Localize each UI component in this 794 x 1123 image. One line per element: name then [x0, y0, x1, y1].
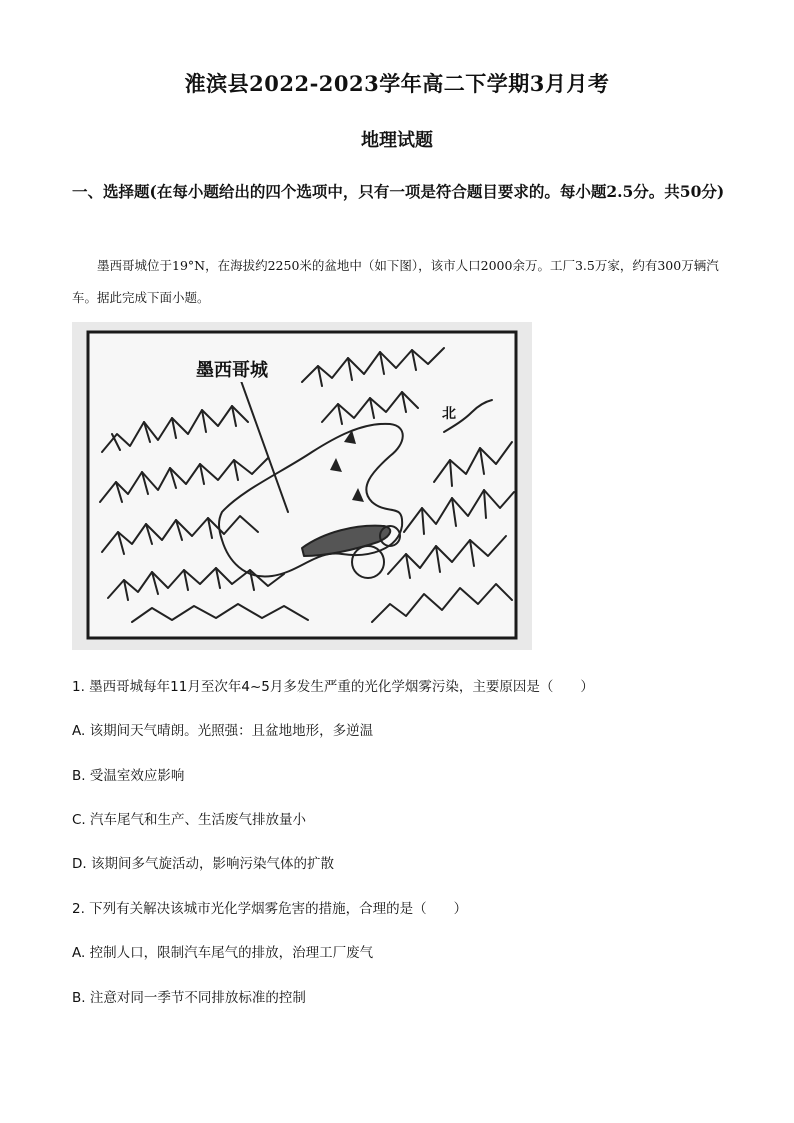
map-city-label: 墨西哥城: [196, 360, 268, 381]
question-2-option-b: B. 注意对同一季节不同排放标准的控制: [72, 990, 306, 1006]
map-illustration: [72, 322, 532, 650]
question-2-option-a: A. 控制人口，限制汽车尾气的排放，治理工厂废气: [72, 945, 374, 961]
map-north-label: 北: [442, 406, 456, 422]
exam-subtitle: 地理试题: [361, 130, 433, 151]
question-2-stem: 2. 下列有关解决该城市光化学烟雾危害的措施，合理的是（ ）: [72, 901, 468, 917]
mexico-city-map: [72, 322, 532, 650]
question-1-option-a: A. 该期间天气晴朗。光照强：且盆地地形，多逆温: [72, 723, 374, 739]
question-1-option-c: C. 汽车尾气和生产、生活废气排放量小: [72, 812, 307, 828]
question-1-option-b: B. 受温室效应影响: [72, 768, 185, 784]
question-1-option-d: D. 该期间多气旋活动，影响污染气体的扩散: [72, 856, 334, 872]
question-1-stem: 1. 墨西哥城每年11月至次年4~5月多发生严重的光化学烟雾污染，主要原因是（ ）: [72, 679, 594, 695]
exam-title: 淮滨县2022-2023学年高二下学期3月月考: [184, 71, 610, 96]
intro-paragraph: 墨西哥城位于19°N，在海拔约2250米的盆地中（如下图），该市人口2000余万。工厂3.5万家，约有300万辆汽车。据此完成下面小题。: [72, 258, 719, 305]
section-heading: 一、选择题(在每小题给出的四个选项中，只有一项是符合题目要求的。每小题2.5分。共50分): [72, 182, 725, 201]
